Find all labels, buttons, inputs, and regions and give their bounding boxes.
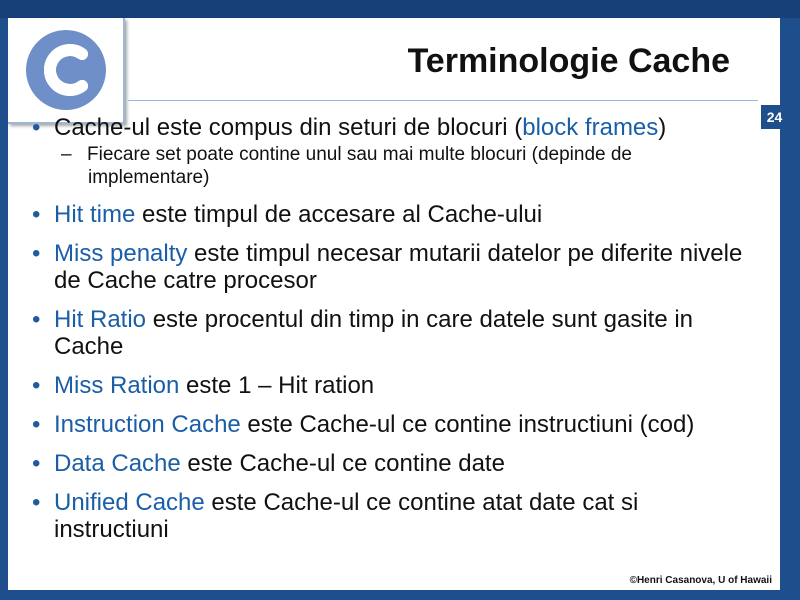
page-number: 24 (761, 105, 788, 129)
bullet-text: Cache-ul este compus din seturi de blocuri ( (54, 114, 523, 141)
slide-content (28, 114, 758, 555)
slide (8, 18, 783, 590)
bullet-item (28, 114, 758, 141)
bullet-text: ) (658, 114, 667, 141)
bullet-item (28, 201, 758, 228)
bullet-text: este timpul de accesare al Cache-ului (135, 201, 543, 228)
bullet-text: este 1 – Hit ration (179, 372, 375, 399)
bullet-term: Unified Cache (54, 489, 205, 516)
bullet-text: este procentul din timp in care datele sunt gasite in Cache (54, 306, 694, 360)
title-rule (128, 100, 758, 101)
bottom-band (0, 590, 800, 600)
bullet-item (28, 306, 758, 360)
bullet-item (28, 240, 758, 294)
bullet-term: Hit time (54, 201, 136, 228)
bullet-term: block frames (522, 114, 659, 141)
sub-bullet-item (61, 143, 758, 189)
bullet-text: este timpul necesar mutarii datelor pe diferite nivele de Cache catre procesor (54, 240, 743, 294)
bullet-term: Data Cache (54, 450, 181, 477)
bullet-text: este Cache-ul ce contine atat date cat si instructiuni (54, 489, 639, 543)
uh-logo-icon (20, 24, 112, 116)
copyright-credit: ©Henri Casanova, U of Hawaii (629, 575, 772, 586)
top-band (0, 0, 800, 18)
bullet-text: este Cache-ul ce contine instructiuni (cod) (240, 411, 695, 438)
bullet-term: Hit Ratio (54, 306, 147, 333)
bullet-item (28, 411, 758, 438)
bullet-term: Miss Ration (54, 372, 180, 399)
bullet-item (28, 450, 758, 477)
logo-box (8, 18, 125, 124)
slide-title: Terminologie Cache (407, 42, 730, 80)
bullet-item (28, 489, 758, 543)
bullet-term: Miss penalty (54, 240, 188, 267)
bullet-term: Instruction Cache (54, 411, 241, 438)
bullet-item (28, 372, 758, 399)
dash-icon: – (61, 144, 72, 165)
sub-bullet-text: Fiecare set poate contine unul sau mai multe blocuri (depinde de implementare) (87, 144, 632, 188)
bullet-text: este Cache-ul ce contine date (180, 450, 505, 477)
